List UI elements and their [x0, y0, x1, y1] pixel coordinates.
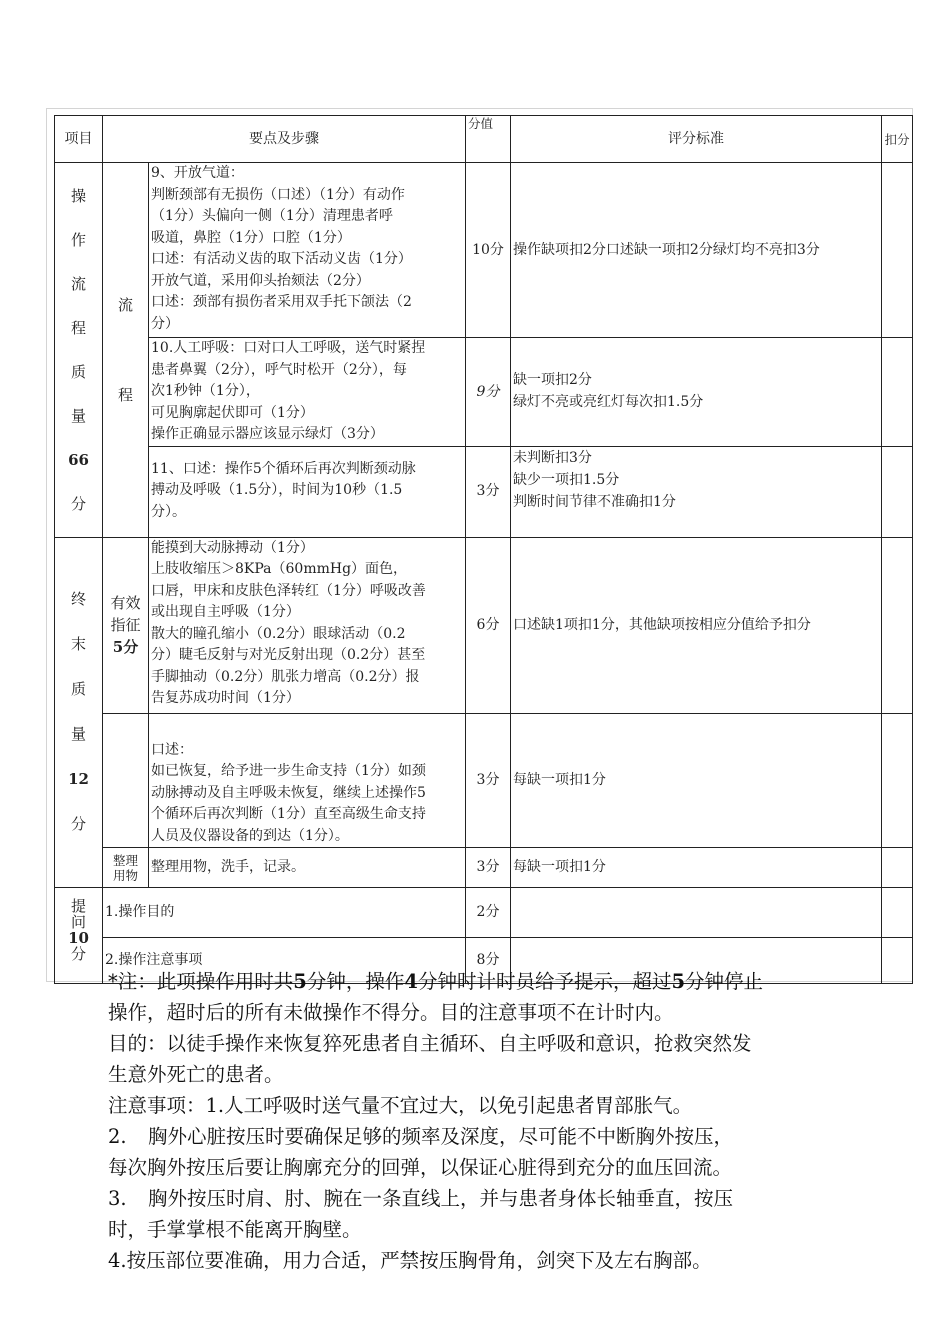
caution-item-2b: 每次胸外按压后要让胸廓充分的回弹，以保证心脏得到充分的血压回流。: [108, 1156, 733, 1179]
step-line: 操作正确显示器应该显示绿灯（3分）: [151, 426, 384, 442]
note-timing-line1: *注：此项操作用时共5分钟，操作4分钟时计时员给予提示，超过5分钟停止: [108, 970, 764, 993]
section2-label-char: 量: [70, 725, 86, 744]
step-line: 口述：颈部有损伤者采用双手托下颌法（2: [151, 294, 412, 310]
section1-sub-label-char: 流: [117, 295, 133, 314]
step-line: 告复苏成功时间（1分）: [151, 690, 300, 706]
table-row: [55, 446, 913, 537]
table-row: [55, 338, 913, 447]
header-criteria: 评分标准: [511, 116, 882, 163]
score-cell: 10分: [466, 163, 511, 338]
step-cell: [149, 713, 466, 848]
table-row: [55, 848, 913, 888]
step-line: 搏动及呼吸（1.5分），时间为10秒（1.5: [151, 482, 403, 498]
criteria-line: 口述缺1项扣1分，其他缺项按相应分值给予扣分: [513, 616, 811, 633]
table-row: [55, 537, 913, 713]
section1-label-char: 量: [70, 406, 86, 425]
criteria-cell: 每缺一项扣1分: [511, 848, 882, 888]
empty-sub-label: [103, 713, 149, 848]
section1-label: [55, 163, 103, 538]
step-line: 9、开放气道：: [151, 165, 244, 181]
step-line: 口唇，甲床和皮肤色泽转红（1分）呼吸改善: [151, 582, 426, 599]
header-item: 项目: [55, 116, 103, 163]
purpose-line2: 生意外死亡的患者。: [108, 1063, 284, 1086]
criteria-line: 绿灯不亮或亮红灯每次扣1.5分: [513, 393, 704, 410]
score-cell: 8分: [466, 938, 511, 984]
step-line: 分）睫毛反射与对光反射出现（0.2分）甚至: [151, 647, 426, 663]
section1-label-char: 66: [68, 450, 89, 469]
deduct-cell[interactable]: [882, 713, 913, 848]
deduct-cell[interactable]: [882, 848, 913, 888]
criteria-cell: [511, 446, 882, 537]
step-line: 或出现自主呼吸（1分）: [151, 604, 300, 620]
score-cell: 2分: [466, 888, 511, 938]
section2-sub1-label: [103, 537, 149, 713]
caution-item-2a: 2. 胸外心脏按压时要确保足够的频率及深度，尽可能不中断胸外按压，: [108, 1125, 734, 1148]
section3-label-char: 问: [70, 913, 86, 931]
deduct-cell[interactable]: [882, 163, 913, 338]
scoring-table: [54, 115, 913, 984]
notes-section: [108, 966, 868, 1276]
sub-label-line: 用物: [112, 867, 138, 883]
table-row: [55, 163, 913, 338]
deduct-cell[interactable]: [882, 888, 913, 938]
step-line: 分）。: [151, 503, 186, 520]
step-cell: [149, 446, 466, 537]
criteria-cell: [511, 338, 882, 447]
step-line: 动脉搏动及自主呼吸未恢复，继续上述操作5: [151, 784, 426, 801]
step-line: （1分）头偏向一侧（1分）清理患者呼: [151, 208, 393, 224]
step-line: 手脚抽动（0.2分）肌张力增高（0.2分）报: [151, 668, 420, 685]
step-line: 开放气道，采用仰头抬颏法（2分）: [151, 272, 370, 289]
criteria-line: 未判断扣3分: [513, 449, 592, 466]
section2-label-char: 12: [68, 770, 89, 789]
caution-item-3b: 时，手掌掌根不能离开胸壁。: [108, 1218, 362, 1241]
step-line: 能摸到大动脉搏动（1分）: [151, 539, 314, 556]
criteria-cell: [511, 163, 882, 338]
section1-label-char: 分: [70, 494, 86, 513]
section3-label-char: 分: [70, 945, 86, 963]
step-line: 如已恢复，给予进一步生命支持（1分）如颈: [151, 763, 426, 779]
step-cell: [149, 537, 466, 713]
step-cell: 整理用物，洗手，记录。: [149, 848, 466, 888]
purpose-line1: 目的：以徒手操作来恢复猝死患者自主循环、自主呼吸和意识，抢救突然发: [108, 1032, 752, 1055]
step-cell: [149, 338, 466, 447]
section1-label-char: 质: [70, 362, 86, 381]
step-line: 口述：有活动义齿的取下活动义齿（1分）: [151, 251, 412, 267]
note-timing-line2: 操作，超时后的所有未做操作不得分。目的注意事项不在计时内。: [108, 1001, 674, 1024]
sub-label-line: 5分: [112, 638, 139, 656]
criteria-line: 缺一项扣2分: [513, 372, 592, 389]
section2-label: [55, 537, 103, 888]
criteria-cell: [511, 713, 882, 848]
header-score: 分值: [466, 116, 511, 163]
step-line: 分）: [151, 315, 179, 332]
criteria-line: 操作缺项扣2分口述缺一项扣2分绿灯均不亮扣3分: [513, 241, 820, 258]
step-line: 个循环后再次判断（1分）直至高级生命支持: [151, 806, 426, 822]
section1-sub-label-char: 程: [117, 385, 133, 404]
step-line: 散大的瞳孔缩小（0.2分）眼球活动（0.2: [151, 625, 406, 642]
section2-label-char: 分: [70, 815, 86, 834]
sub-label-line: 有效: [110, 594, 141, 612]
table-row: [55, 713, 913, 848]
header-deduct: 扣分: [882, 116, 913, 163]
deduct-cell[interactable]: [882, 537, 913, 713]
criteria-line: 缺少一项扣1.5分: [513, 471, 620, 488]
question-cell: 2.操作注意事项: [103, 938, 466, 984]
section2-label-char: 末: [70, 635, 86, 654]
step-line: 口述：: [151, 741, 193, 758]
score-cell: 9分: [466, 338, 511, 447]
criteria-line: 每缺一项扣1分: [513, 772, 606, 789]
deduct-cell[interactable]: [882, 446, 913, 537]
step-line: 可见胸廓起伏即可（1分）: [151, 404, 314, 421]
step-line: 判断颈部有无损伤（口述）（1分）有动作: [151, 186, 405, 203]
sub-label-line: 指征: [110, 616, 141, 634]
section2-sub3-label: [103, 848, 149, 888]
section1-sub-label: [103, 163, 149, 538]
section1-label-char: 作: [70, 230, 86, 249]
score-cell: 6分: [466, 537, 511, 713]
step-line: 吸道，鼻腔（1分）口腔（1分）: [151, 229, 351, 246]
step-line: 10.人工呼吸：口对口人工呼吸，送气时紧捏: [151, 340, 426, 356]
section1-label-char: 流: [70, 274, 86, 293]
section2-label-char: 质: [70, 680, 86, 699]
score-cell: 3分: [466, 848, 511, 888]
deduct-cell[interactable]: [882, 938, 913, 984]
caution-item-3a: 3. 胸外按压时肩、肘、腕在一条直线上，并与患者身体长轴垂直，按压: [108, 1187, 734, 1210]
section2-label-char: 终: [70, 590, 86, 609]
criteria-line: 判断时间节律不准确扣1分: [513, 493, 676, 510]
deduct-cell[interactable]: [882, 338, 913, 447]
step-line: 患者鼻翼（2分），呼气时松开（2分），每: [151, 361, 407, 378]
table-row: [55, 888, 913, 938]
section3-label-char: 提: [70, 897, 86, 915]
section3-label: [55, 888, 103, 984]
section3-label-char: 10: [68, 929, 89, 947]
step-line: 11、口述：操作5个循环后再次判断颈动脉: [151, 460, 416, 477]
section1-label-char: 操: [70, 186, 86, 205]
step-cell: [149, 163, 466, 338]
criteria-cell: [511, 537, 882, 713]
caution-item-1: 注意事项：1.人工呼吸时送气量不宜过大，以免引起患者胃部胀气。: [108, 1094, 693, 1117]
sub-label-line: 整理: [112, 852, 138, 868]
step-line: 次1秒钟（1分），: [151, 383, 260, 399]
question-cell: 1.操作目的: [103, 888, 466, 938]
step-line: 人员及仪器设备的到达（1分）。: [151, 827, 349, 844]
step-line: 上肢收缩压＞8KPa（60mmHg）面色，: [151, 561, 408, 577]
header-steps: 要点及步骤: [103, 116, 466, 163]
score-cell: 3分: [466, 713, 511, 848]
caution-item-4: 4.按压部位要准确，用力合适，严禁按压胸骨角，剑突下及左右胸部。: [108, 1249, 712, 1272]
criteria-cell: [511, 888, 882, 938]
section1-label-char: 程: [70, 318, 86, 337]
table-header-row: [55, 116, 913, 163]
score-cell: 3分: [466, 446, 511, 537]
